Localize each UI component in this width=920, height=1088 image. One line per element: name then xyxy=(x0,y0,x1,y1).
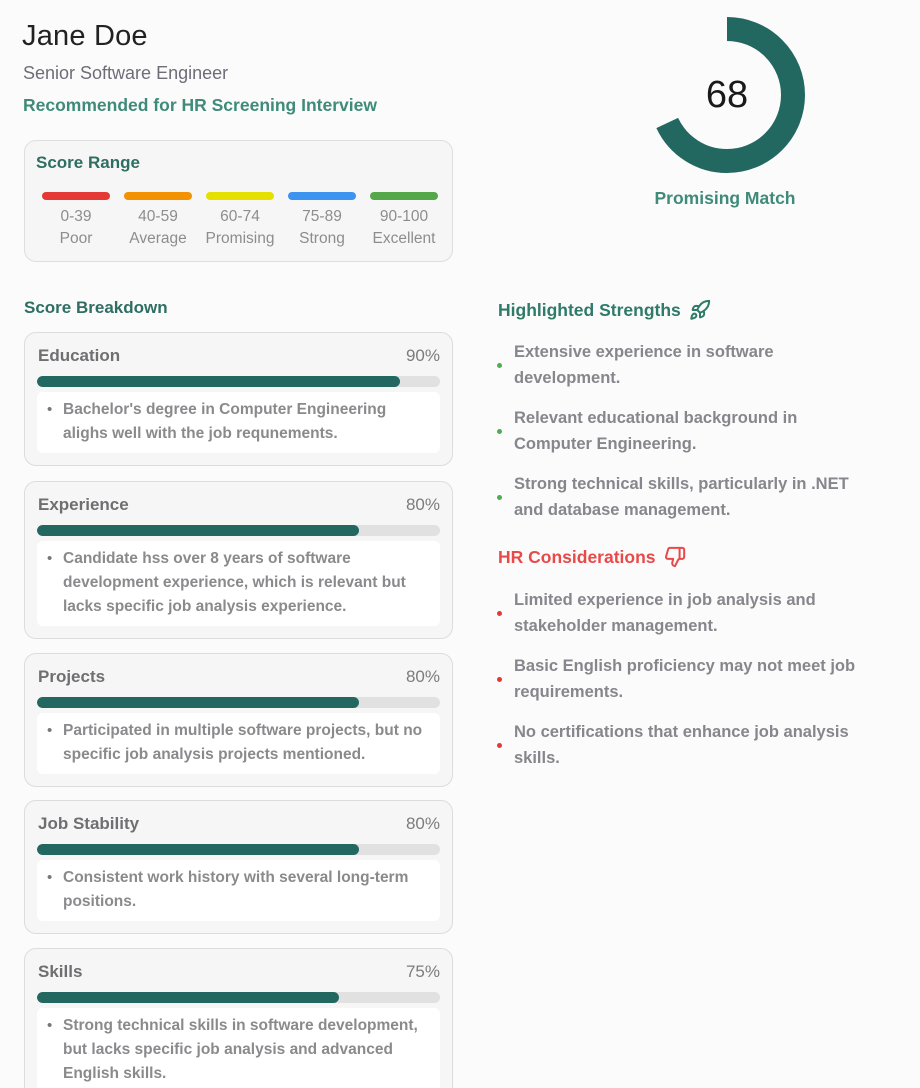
note-text: Participated in multiple software projects, but no specific job analysis projects mentioned. xyxy=(63,722,423,763)
strength-text: Extensive experience in software development. xyxy=(514,343,774,387)
breakdown-card-experience xyxy=(24,481,453,639)
category-percent: 80% xyxy=(405,667,440,686)
bullet-icon xyxy=(497,677,502,682)
progress-fill xyxy=(37,844,359,855)
category-note xyxy=(37,1008,440,1088)
bullet-icon xyxy=(497,429,502,434)
score-value: 68 xyxy=(705,73,749,116)
breakdown-card-skills xyxy=(24,948,453,1088)
strengths-title: Highlighted Strengths xyxy=(498,299,681,320)
consideration-text: Basic English proficiency may not meet job requirements. xyxy=(514,657,856,701)
category-percent: 75% xyxy=(405,962,440,981)
range-value: 60-74 xyxy=(220,208,260,225)
bullet-icon xyxy=(497,743,502,748)
strength-item xyxy=(496,405,876,457)
candidate-title: Senior Software Engineer xyxy=(23,63,229,83)
category-name: Projects xyxy=(38,667,106,686)
rocket-icon xyxy=(689,299,711,321)
score-gauge xyxy=(649,17,805,173)
bullet-icon: • xyxy=(47,869,53,886)
score-breakdown-title: Score Breakdown xyxy=(24,298,168,317)
note-text: Candidate hss over 8 years of software development experience, which is relevant but lacks specific job analysis experience. xyxy=(63,550,406,615)
range-value: 0-39 xyxy=(60,208,92,225)
category-name: Skills xyxy=(38,962,83,981)
range-color-bar xyxy=(370,192,438,200)
category-name: Education xyxy=(38,346,121,365)
range-color-bar xyxy=(42,192,110,200)
progress-bar xyxy=(37,844,440,855)
progress-bar xyxy=(37,992,440,1003)
bullet-icon: • xyxy=(47,1017,53,1034)
strengths-list xyxy=(496,339,876,537)
strength-text: Strong technical skills, particularly in .NET and database management. xyxy=(514,475,849,519)
range-item-poor xyxy=(37,192,115,250)
breakdown-card-projects xyxy=(24,653,453,787)
category-note xyxy=(37,541,440,626)
range-label: Strong xyxy=(299,230,345,247)
score-range-panel xyxy=(24,140,453,262)
score-range-legend xyxy=(37,192,443,250)
consideration-item xyxy=(496,653,876,705)
range-value: 90-100 xyxy=(379,208,429,225)
strength-text: Relevant educational background in Computer Engineering. xyxy=(514,409,798,453)
note-text: Bachelor's degree in Computer Engineering alighs well with the job requnements. xyxy=(63,401,387,442)
category-percent: 80% xyxy=(405,495,440,514)
category-note xyxy=(37,713,440,774)
progress-bar xyxy=(37,376,440,387)
bullet-icon xyxy=(497,363,502,368)
consideration-text: No certifications that enhance job analysis skills. xyxy=(514,723,849,767)
range-label: Promising xyxy=(205,230,275,247)
category-note xyxy=(37,860,440,921)
bullet-icon xyxy=(497,495,502,500)
breakdown-card-job-stability xyxy=(24,800,453,934)
range-item-average xyxy=(119,192,197,250)
progress-fill xyxy=(37,992,339,1003)
note-text: Consistent work history with several long-term positions. xyxy=(63,869,409,910)
consideration-item xyxy=(496,719,876,771)
candidate-name: Jane Doe xyxy=(22,20,148,52)
range-label: Poor xyxy=(59,230,93,247)
range-color-bar xyxy=(206,192,274,200)
score-range-title: Score Range xyxy=(36,153,140,172)
range-label: Excellent xyxy=(372,230,436,247)
strength-item xyxy=(496,339,876,391)
bullet-icon: • xyxy=(47,722,53,739)
range-color-bar xyxy=(288,192,356,200)
bullet-icon: • xyxy=(47,550,53,567)
strengths-heading xyxy=(498,299,711,321)
score-match-label: Promising Match xyxy=(654,188,796,208)
progress-bar xyxy=(37,525,440,536)
range-value: 40-59 xyxy=(138,208,178,225)
category-percent: 90% xyxy=(405,346,440,365)
recommendation-text: Recommended for HR Screening Interview xyxy=(23,95,377,115)
progress-bar xyxy=(37,697,440,708)
range-label: Average xyxy=(129,230,187,247)
progress-fill xyxy=(37,525,359,536)
range-item-promising xyxy=(201,192,279,250)
progress-fill xyxy=(37,697,359,708)
breakdown-card-education xyxy=(24,332,453,466)
category-name: Job Stability xyxy=(38,814,140,833)
consideration-item xyxy=(496,587,876,639)
category-note xyxy=(37,392,440,453)
bullet-icon: • xyxy=(47,401,53,418)
range-item-strong xyxy=(283,192,361,250)
consideration-text: Limited experience in job analysis and stakeholder management. xyxy=(514,591,816,635)
range-color-bar xyxy=(124,192,192,200)
considerations-title: HR Considerations xyxy=(498,546,656,567)
category-percent: 80% xyxy=(405,814,440,833)
note-text: Strong technical skills in software development, but lacks specific job analysis and advanced English skills. xyxy=(63,1017,418,1082)
progress-fill xyxy=(37,376,400,387)
considerations-list xyxy=(496,587,876,785)
range-item-excellent xyxy=(365,192,443,250)
thumbs-down-icon xyxy=(664,546,686,568)
considerations-heading xyxy=(498,546,686,568)
bullet-icon xyxy=(497,611,502,616)
category-name: Experience xyxy=(38,495,129,514)
range-value: 75-89 xyxy=(302,208,342,225)
strength-item xyxy=(496,471,876,523)
